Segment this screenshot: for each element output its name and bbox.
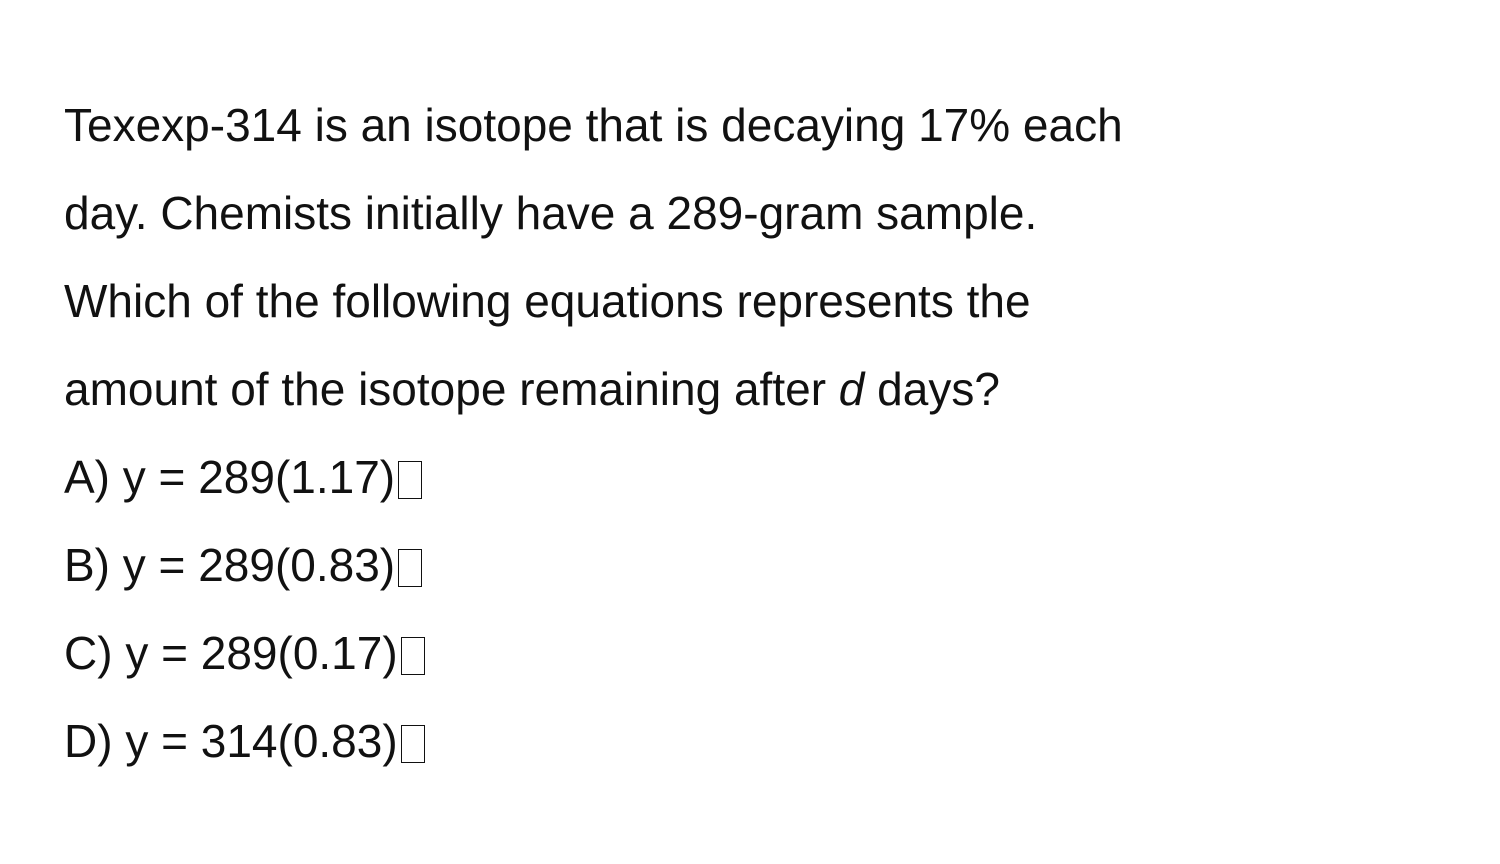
- question-text-line-3: Which of the following equations represents the: [64, 275, 1031, 327]
- missing-glyph-icon: [398, 549, 422, 587]
- option-label: D): [64, 715, 113, 767]
- option-label: B): [64, 539, 110, 591]
- question-block: [64, 81, 1444, 785]
- missing-glyph-icon: [401, 725, 425, 763]
- question-text-segment: days?: [864, 363, 1000, 415]
- answer-option-b[interactable]: [64, 521, 1444, 609]
- option-equation: y = 289(0.17): [125, 627, 398, 679]
- question-text-line-1: Texexp-314 is an isotope that is decaying 17% each: [64, 99, 1123, 151]
- answer-option-c[interactable]: [64, 609, 1444, 697]
- missing-glyph-icon: [401, 637, 425, 675]
- variable-d: d: [838, 363, 865, 415]
- missing-glyph-icon: [398, 461, 422, 499]
- option-equation: y = 314(0.83): [125, 715, 398, 767]
- option-label: C): [64, 627, 113, 679]
- option-equation: y = 289(0.83): [122, 539, 396, 591]
- option-equation: y = 289(1.17): [122, 451, 396, 503]
- answer-option-a[interactable]: [64, 433, 1444, 521]
- option-label: A): [64, 451, 110, 503]
- question-text-line-4: [64, 345, 1444, 433]
- answer-option-d[interactable]: [64, 697, 1444, 785]
- question-text-segment: amount of the isotope remaining after: [64, 363, 839, 415]
- question-text-line-2: day. Chemists initially have a 289-gram sample.: [64, 187, 1038, 239]
